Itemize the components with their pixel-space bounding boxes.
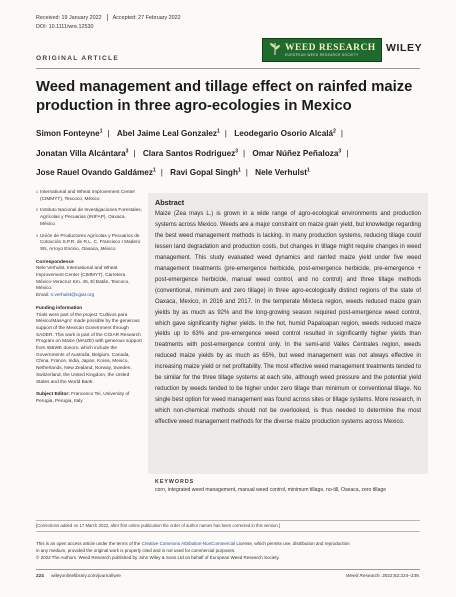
author-affiliation-number: 2 [333, 128, 336, 135]
affiliation-number: 1 [36, 190, 38, 194]
author-affiliation-number: 3 [125, 147, 129, 154]
article-title: Weed management and tillage effect on rainfed maize production in three agro-ecologies in Mexico [36, 79, 413, 114]
copyright-line: © 2022 The Authors. Weed Research published by John Wiley & Sons Ltd on behalf of European Weed Research Society. [36, 555, 280, 561]
affiliation-item [36, 234, 142, 254]
author-separator: | [346, 148, 349, 158]
email-link[interactable]: n.verhulst@cgiar.org [50, 293, 95, 299]
keywords-section [155, 478, 420, 494]
page-footer [36, 569, 420, 578]
abstract-text: Maize (Zea mays L.) is grown in a wide range of agro-ecological environments and production systems across Mexico. Weeds are a major constraint on maize grain yield, but knowledge regarding the best weed management methods is lacking. In many production systems, reducing tillage could lessen land degradation and production costs, but changes in tillage might require changes in weed management. This study evaluated weed dynamics and rainfed maize yield under five weed management treatments (pre-emergence herbicide, post-emergence herbicide, pre-emergence + post-emergence herbicide, manual weed control, and no control) and three tillage methods (conventional, minimum and zero tillage) in three agro-ecologically distinct regions of the state of Oaxaca, Mexico, in 2016 and 2017. In the temperate Mixteca region, weeds reduced maize grain yields by as much as 92% and the long-growing season required post-emergence weed control, which gave significantly higher yields. In the hot, humid Papaloapan region, weeds reduced maize yields up to 63% and pre-emergence weed control resulted in significantly higher yields than treatments with post-emergence control only. In the semi-arid Valles Centrales region, weeds reduced maize yields by as much as 65%, but weed management was not always effective in increasing maize yield or net profitability. The most effective weed management treatments tended to be similar for the three tillage systems at each site, although weed pressure and the potential yield reduction by weeds tended to be higher under zero tillage than minimum or conventional tillage. No single best option for weed management was found across sites or tillage systems. More research, in which non-chemical methods should not be overlooked, is thus needed to determine the most effective weed management methods for the diverse maize production systems across Mexico. [155, 211, 421, 426]
correspondence-heading: Correspondence [36, 259, 74, 265]
affiliations [36, 190, 142, 254]
subject-editor-label: Subject Editor: [36, 392, 70, 398]
correction-note: [Corrections added on 17 March 2022, after first online publication the order of author names has been corrected in this version.] [36, 520, 420, 532]
license-link[interactable]: Creative Commons Attribution-NonCommercial [141, 541, 236, 546]
author-name[interactable] [117, 129, 220, 138]
author-name-text: Simon Fonteyne [36, 129, 100, 138]
abstract-heading: Abstract [155, 198, 185, 207]
author-name-text: Omar Núñez Peñaloza [252, 148, 339, 158]
author-separator: | [245, 168, 248, 177]
subject-editor-text: Francesco Tei, University of Perugia, Perugia, Italy [36, 392, 130, 404]
journal-logo [262, 38, 382, 62]
author-affiliation-number: 1 [217, 128, 220, 135]
article-dates [36, 14, 181, 32]
affiliation-text: Unión de Productores Agrícolas y Pecuarios de Cotoxción S.P.R. de R.L. C. Francisco I Madero SN, Arroyo Encino, Oaxaca, México [40, 233, 141, 252]
received-date: Received: 19 January 2022 [36, 15, 102, 21]
article-sidebar [36, 190, 142, 412]
author-name[interactable] [252, 149, 341, 158]
license-line1-post: License, which permits use, distribution and reproduction [236, 541, 350, 546]
author-affiliation-number: 1 [307, 167, 310, 174]
keywords-heading: KEYWORDS [155, 479, 195, 485]
license-line2: in any medium, provided the original work is properly cited and is not used for commercial purposes. [36, 548, 236, 554]
author-list [36, 124, 436, 183]
author-affiliation-number: 1 [237, 167, 241, 174]
citation-volume: 2022;62:224–239. [382, 573, 420, 578]
author-separator: | [133, 148, 136, 158]
divider [107, 14, 108, 21]
journal-logo-text: WEED RESEARCH [285, 43, 376, 53]
author-name[interactable] [36, 168, 156, 177]
author-name-text: Jose Rauel Ovando Galdámez [36, 168, 153, 177]
author-affiliation-number: 3 [338, 147, 342, 154]
affiliation-number: 2 [36, 208, 38, 213]
affiliation-item [36, 208, 142, 228]
funding-heading: Funding information [36, 305, 83, 311]
author-name-text: Ravi Gopal Singh [170, 168, 238, 177]
page-number: 224 [36, 573, 44, 578]
author-name[interactable] [234, 129, 336, 138]
affiliation-text: International and Wheat Improvement Center (CIMMYT), Texcoco, México [40, 190, 136, 202]
author-name-text: Leodegario Osorio Alcalá [234, 129, 334, 138]
author-name[interactable] [36, 149, 128, 158]
keywords-text: corn, integrated weed management, manual weed control, minimum tillage, no-till, Oaxaca, zero tillage [155, 487, 387, 494]
affiliation-item [36, 190, 142, 203]
article-type: ORIGINAL ARTICLE [36, 55, 120, 62]
publisher-logo: WILEY [386, 42, 423, 54]
author-affiliation-number: 3 [235, 147, 238, 154]
author-name[interactable] [255, 168, 310, 177]
author-name-text: Clara Santos Rodriguez [142, 148, 236, 158]
author-name-text: Nele Verhulst [255, 168, 308, 177]
affiliation-text: Instituto Nacional de Investigaciones Forestales, Agrícolas y Pecuarias (INIFAP), Oaxaca, México [40, 208, 142, 227]
author-name-text: Abel Jaime Leal Gonzalez [116, 129, 217, 138]
citation-journal: Weed Research. [346, 573, 381, 578]
author-name-text: Jonatan Villa Alcántara [36, 148, 126, 158]
author-separator: | [107, 129, 110, 138]
author-separator: | [340, 129, 344, 138]
correspondence-text: Nele Verhulst, International and Wheat Improvement Center (CIMMYT), Carretera México-Veracruz Km. 45, El Batán, Texcoco, México. [36, 266, 130, 292]
leaf-icon [268, 42, 282, 56]
header-rule [36, 68, 420, 69]
doi[interactable]: DOI: 10.1111/wre.12530 [36, 24, 94, 30]
funding-text: Trials were part of the project 'Cultivos para México/MasAgro' made possible by the generous support of the Mexican Government through SADER. This work is part of the CGIAR Research Program on Maize (MAIZE) with generous support from W&WE donors, which include the Governments of Australia, Belgium, Canada, China, France, India, Japan, Korea, Mexico, Netherlands, New Zealand, Norway, Sweden, Switzerland, the United Kingdom, the United States and the World Bank. [36, 312, 142, 385]
author-name[interactable] [170, 168, 241, 177]
journal-url[interactable]: wileyonlinelibrary.com/journal/wre [51, 573, 121, 578]
license-line1-pre: This is an open access article under the terms of the [36, 541, 141, 546]
journal-logo-subtitle: EUROPEAN WEED RESEARCH SOCIETY [285, 53, 359, 57]
abstract-box [148, 193, 428, 474]
author-name[interactable] [36, 129, 102, 138]
email-label: Email: [36, 293, 50, 299]
author-affiliation-number: 1 [152, 167, 156, 174]
accepted-date: Accepted: 27 February 2022 [112, 15, 181, 21]
license-text [36, 540, 420, 562]
author-separator: | [243, 148, 246, 158]
author-separator: | [160, 168, 163, 177]
author-separator: | [224, 129, 227, 138]
citation [346, 573, 420, 578]
author-name[interactable] [143, 149, 238, 158]
author-affiliation-number: 1 [99, 128, 103, 135]
affiliation-number: 3 [36, 233, 38, 238]
